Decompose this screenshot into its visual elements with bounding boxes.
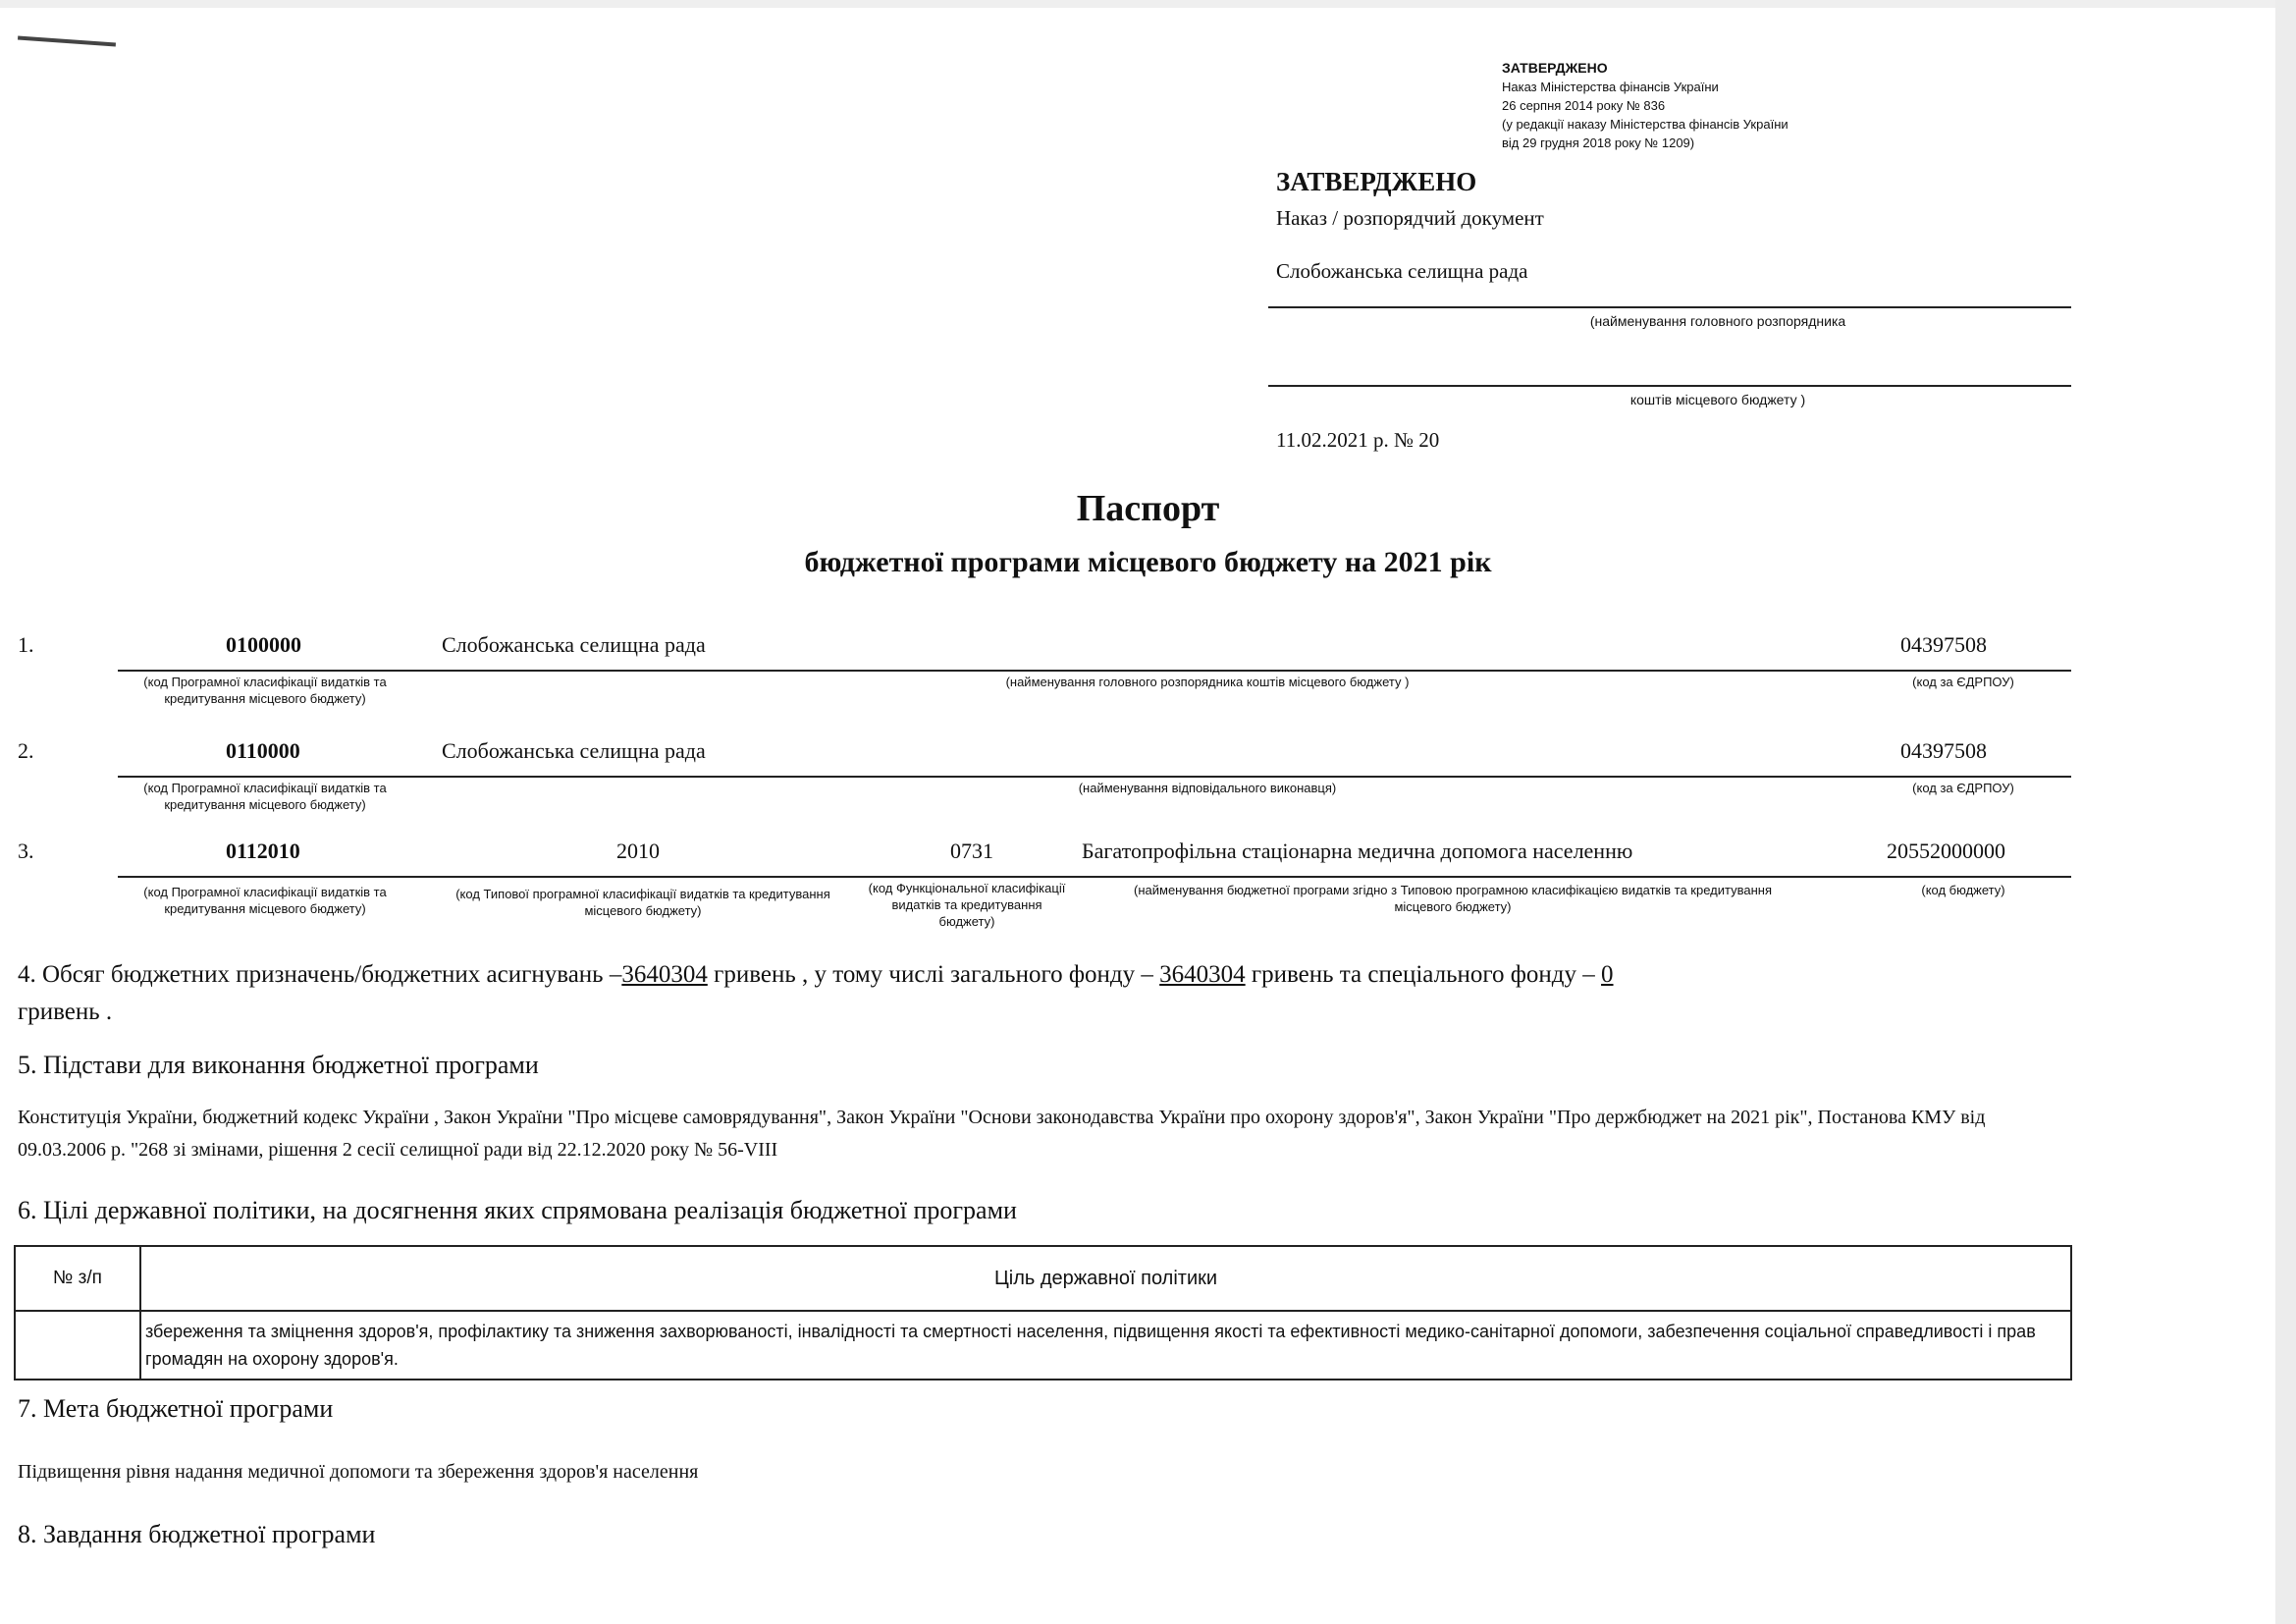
caption-edrpou: (код за ЄДРПОУ): [1912, 675, 2014, 689]
section-8-heading: 8. Завдання бюджетної програми: [18, 1520, 376, 1548]
stamp-line: (у редакції наказу Міністерства фінансів України: [1502, 117, 1789, 132]
stamp-line: від 29 грудня 2018 року № 1209): [1502, 135, 1695, 150]
row1-line: [118, 670, 2071, 672]
caption-program-code: (код Програмної класифікації видатків та кредитування місцевого бюджету): [143, 781, 387, 812]
approval-org: Слобожанська селищна рада: [1276, 259, 1528, 283]
caption-executor: (найменування відповідального виконавця): [1078, 781, 1337, 795]
row2-line: [118, 776, 2071, 778]
section-6-heading: 6. Цілі державної політики, на досягнення яких спрямована реалізація бюджетної програми: [18, 1196, 1017, 1224]
org-name: Слобожанська селищна рада: [442, 632, 706, 657]
goals-header-num: № з/п: [15, 1246, 140, 1311]
allocation-label: гривень , у тому числі загального фонду –: [707, 961, 1160, 988]
approval-date: 11.02.2021 р. № 20: [1276, 428, 1440, 452]
stamp-title: ЗАТВЕРДЖЕНО: [1502, 60, 1608, 76]
section-7-heading: 7. Мета бюджетної програми: [18, 1394, 334, 1423]
allocation-total: 3640304: [621, 961, 708, 988]
allocation-general: 3640304: [1159, 961, 1246, 988]
section-4: [18, 956, 2074, 1031]
approval-caption: (найменування головного розпорядника: [1589, 313, 1846, 329]
scan-corner-mark: [18, 36, 116, 47]
edrpou-code: 04397508: [1900, 738, 1987, 763]
stamp-line: Наказ Міністерства фінансів України: [1502, 80, 1719, 94]
approval-org-line-2: [1268, 385, 2071, 387]
caption-org-name: (найменування головного розпорядника коштів місцевого бюджету ): [1005, 675, 1410, 689]
caption-functional-code: (код Функціональної класифікації видатків та кредитування бюджету): [868, 881, 1066, 929]
allocation-label: 4. Обсяг бюджетних призначень/бюджетних асигнувань –: [18, 961, 622, 988]
row3-line: [118, 876, 2071, 878]
stamp-line: 26 серпня 2014 року № 836: [1502, 98, 1666, 113]
caption-program-name: (найменування бюджетної програми згідно з Типовою програмною класифікацією видатків та кредитування місцевого бюджету): [1134, 883, 1772, 914]
typical-code: 2010: [616, 839, 660, 863]
scan-edge-top: [0, 0, 2296, 8]
caption-program-code: (код Програмної класифікації видатків та кредитування місцевого бюджету): [143, 885, 387, 916]
row-number: 3.: [18, 839, 34, 863]
approval-org-line: [1268, 306, 2071, 308]
approval-title: ЗАТВЕРДЖЕНО: [1276, 167, 1477, 196]
allocation-label: гривень .: [18, 999, 113, 1025]
program-name: Багатопрофільна стаціонарна медична допомога населенню: [1082, 839, 1633, 863]
section-5-heading: 5. Підстави для виконання бюджетної програми: [18, 1051, 539, 1079]
caption-typical-code: (код Типової програмної класифікації видатків та кредитування місцевого бюджету): [455, 887, 830, 918]
approval-caption: коштів місцевого бюджету ): [1629, 392, 1806, 407]
caption-edrpou: (код за ЄДРПОУ): [1912, 781, 2014, 795]
allocation-label: гривень та спеціального фонду –: [1245, 961, 1602, 988]
section-7-text: Підвищення рівня надання медичної допомоги та збереження здоров'я населення: [18, 1461, 699, 1483]
row-number: 2.: [18, 738, 34, 763]
functional-code: 0731: [950, 839, 993, 863]
goals-header-goal: Ціль державної політики: [140, 1246, 2071, 1311]
program-code: 0100000: [226, 632, 301, 657]
edrpou-code: 04397508: [1900, 632, 1987, 657]
program-code: 0112010: [226, 839, 300, 863]
allocation-special: 0: [1601, 961, 1614, 988]
goals-table: [14, 1245, 2072, 1380]
ministry-stamp: [1502, 59, 1914, 152]
program-code: 0110000: [226, 738, 300, 763]
caption-program-code: (код Програмної класифікації видатків та кредитування місцевого бюджету): [143, 675, 387, 706]
budget-code: 20552000000: [1887, 839, 2005, 863]
row-number: 1.: [18, 632, 34, 657]
org-name: Слобожанська селищна рада: [442, 738, 706, 763]
page-title: Паспорт: [1076, 488, 1220, 529]
approval-doc: Наказ / розпорядчий документ: [1276, 206, 1544, 230]
goals-row-text: збереження та зміцнення здоров'я, профілактику та зниження захворюваності, інвалідності та смертності населення, підвищення якості та ефективності медико-санітарної допомоги, забезпечення соціальної справедливості і прав громадян на охорону здоров'я.: [140, 1311, 2071, 1380]
page-subtitle: бюджетної програми місцевого бюджету на 2021 рік: [804, 546, 1492, 578]
section-5-text: Конституція України, бюджетний кодекс України , Закон України "Про місцеве самоврядування", Закон України "Основи законодавства України про охорону здоров'я", Закон України "Про держбюджет на 2021 рік", Постанова КМУ від 09.03.2006 р. "268 зі змінами, рішення 2 сесії селищної ради від 22.12.2020 року № 56-VIII: [18, 1107, 1986, 1161]
goals-row-num: [15, 1311, 140, 1380]
scan-edge-right: [2275, 0, 2296, 1624]
caption-budget-code: (код бюджету): [1921, 883, 2005, 897]
